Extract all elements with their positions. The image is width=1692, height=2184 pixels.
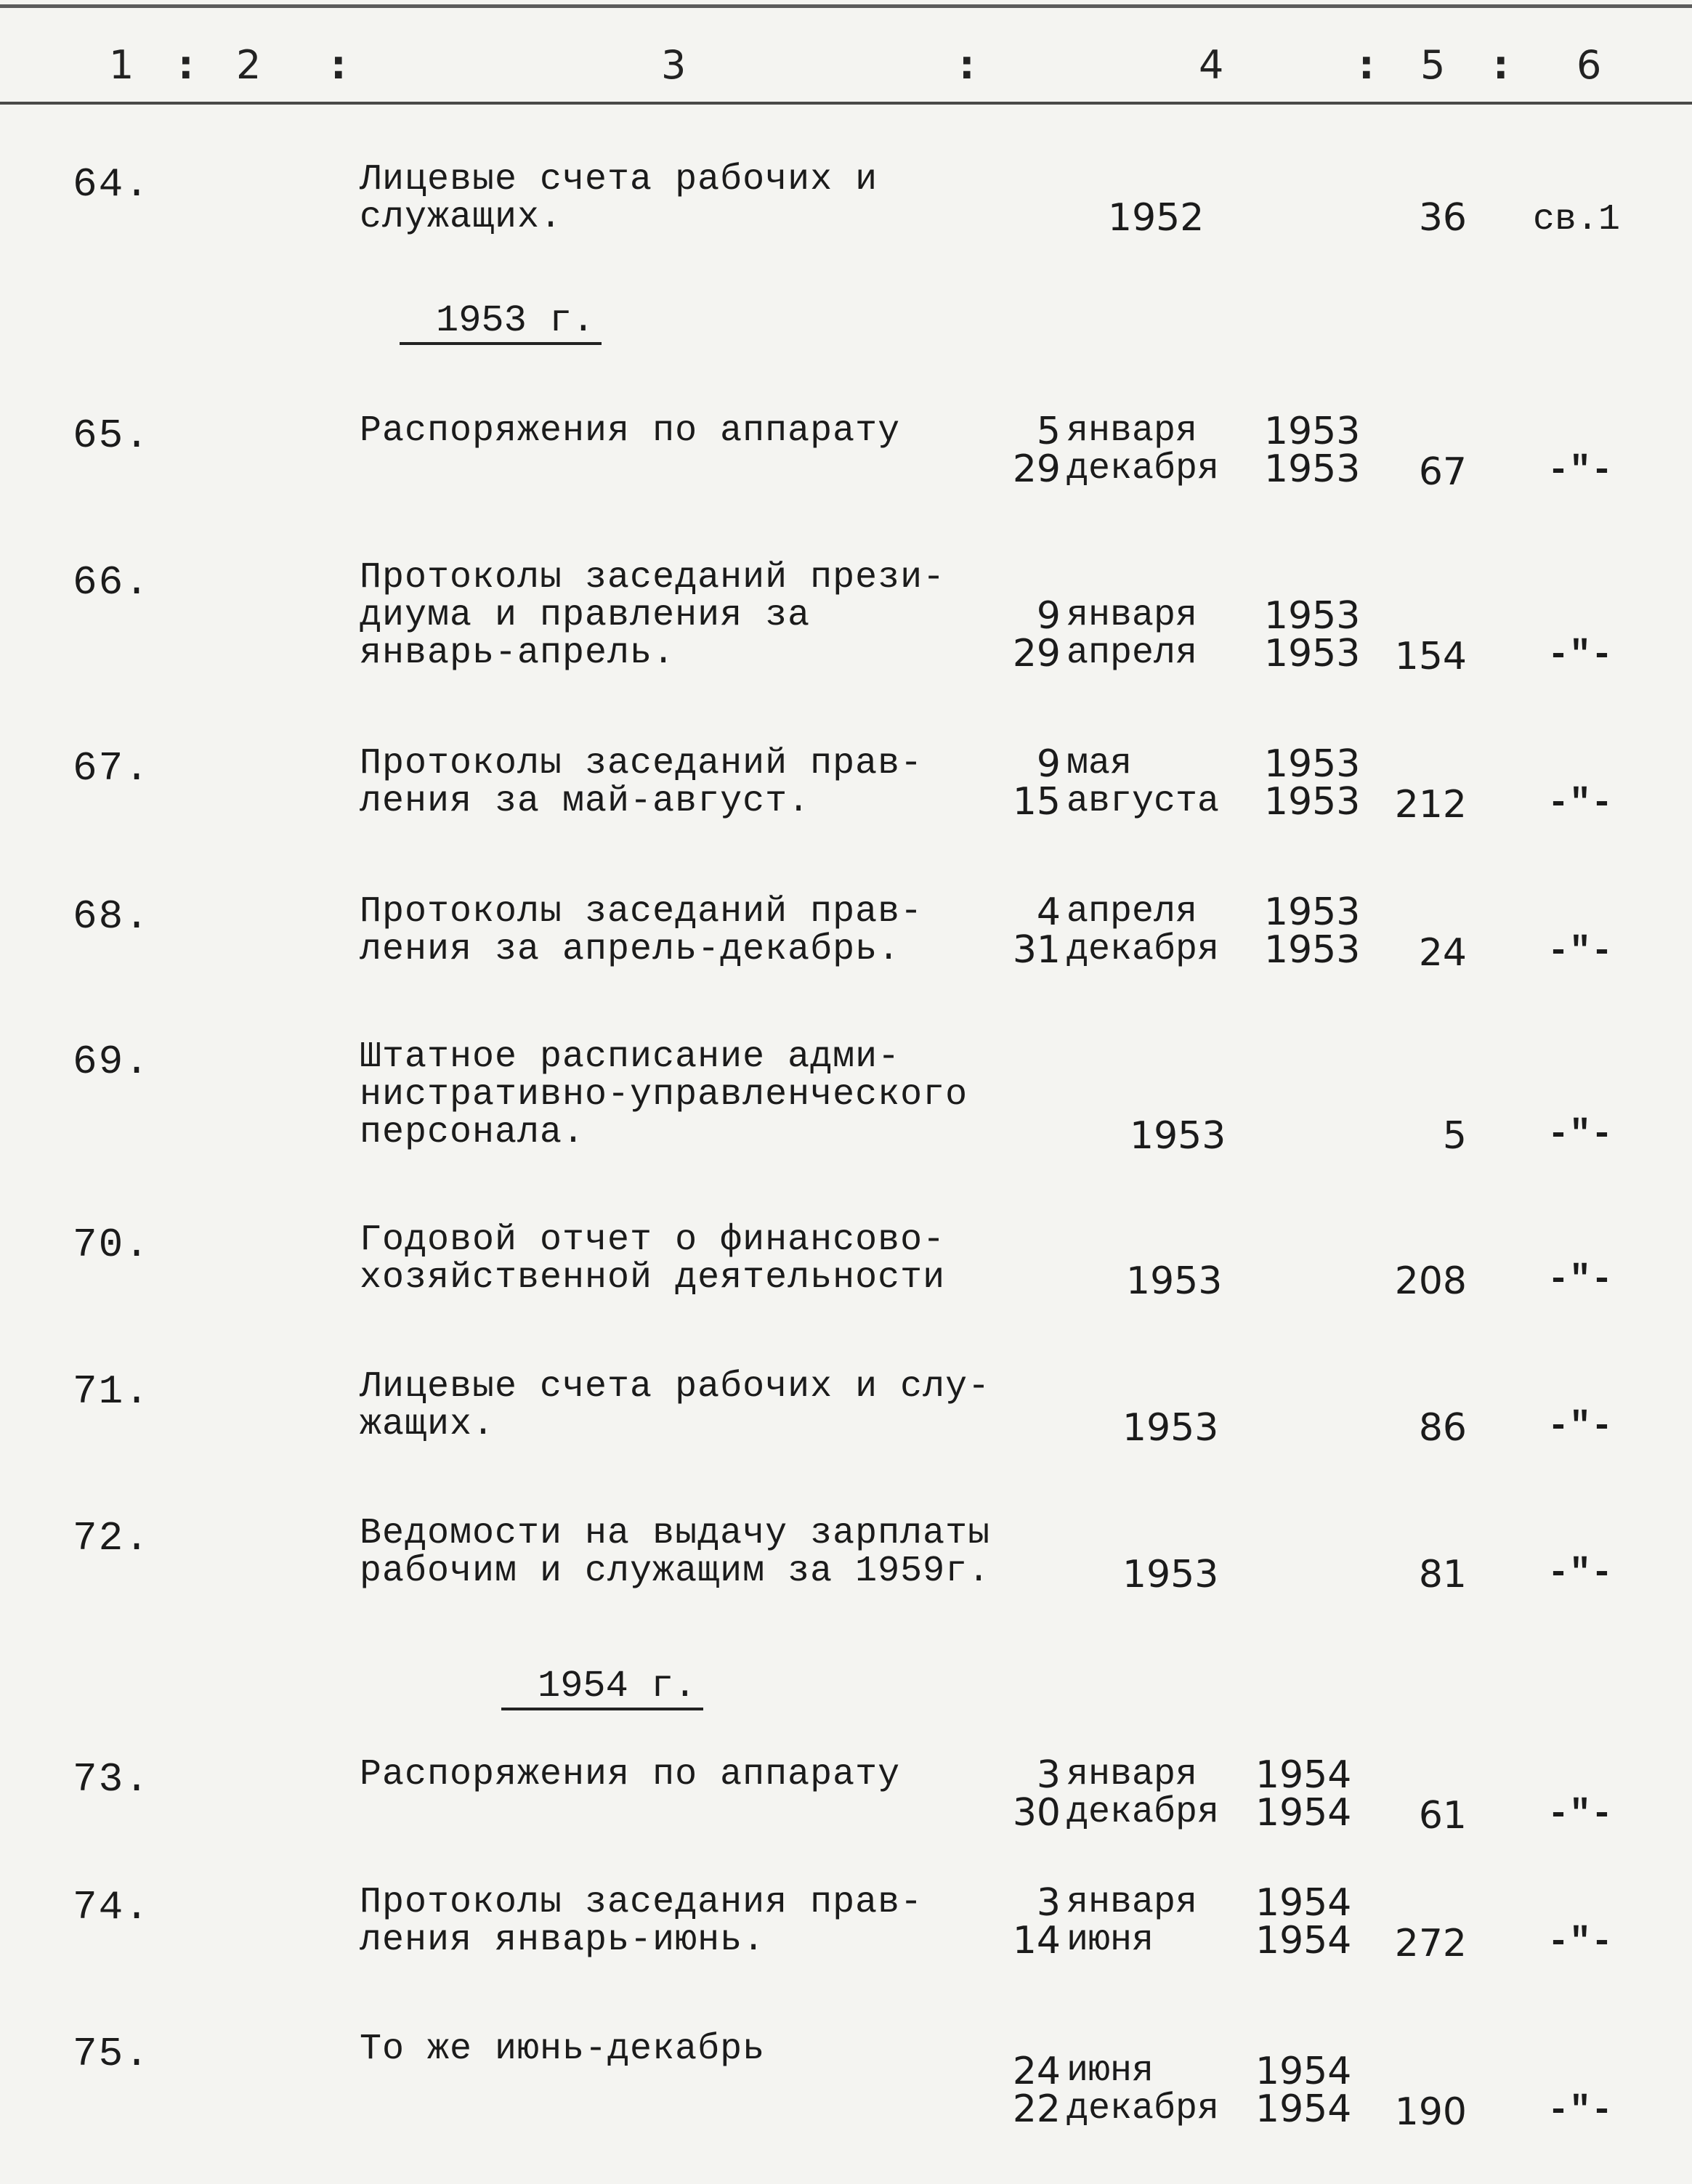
entry-storage-note: -"- bbox=[1547, 1259, 1614, 1301]
entry-number: 74. bbox=[73, 1884, 150, 1931]
col-separator: : bbox=[331, 42, 347, 88]
entry-number: 68. bbox=[73, 893, 150, 940]
entry-title: Ведомости на выдачу зарплаты рабочим и служащим за 1959г. bbox=[360, 1513, 991, 1592]
end-day: 22 bbox=[1012, 2087, 1061, 2131]
end-day: 29 bbox=[1012, 632, 1061, 675]
entry-sheet-count: 24 bbox=[1418, 931, 1467, 975]
col-1-label: 1 bbox=[109, 42, 134, 88]
entry-year: 1953 bbox=[1130, 1114, 1226, 1158]
end-month: августа bbox=[1066, 781, 1220, 822]
end-month: декабря bbox=[1066, 929, 1220, 970]
start-day: 4 bbox=[1036, 890, 1061, 934]
entry-number: 64. bbox=[73, 161, 150, 208]
col-separator: : bbox=[1493, 42, 1509, 88]
entry-number: 65. bbox=[73, 413, 150, 459]
entry-storage-note: -"- bbox=[1547, 1406, 1614, 1448]
end-year: 1953 bbox=[1264, 928, 1361, 972]
end-year: 1954 bbox=[1255, 2087, 1352, 2131]
end-year: 1953 bbox=[1264, 447, 1361, 491]
start-day: 24 bbox=[1012, 2050, 1061, 2093]
start-month: мая bbox=[1066, 743, 1133, 784]
entry-sheet-count: 212 bbox=[1394, 783, 1467, 827]
entry-number: 69. bbox=[73, 1039, 150, 1085]
end-year: 1953 bbox=[1264, 780, 1361, 824]
start-day: 3 bbox=[1036, 1753, 1061, 1797]
entry-title: Распоряжения по аппарату bbox=[360, 410, 901, 452]
section-year-1953: 1953 г. bbox=[400, 299, 602, 345]
col-separator: : bbox=[959, 42, 975, 88]
entry-sheet-count: 61 bbox=[1418, 1794, 1467, 1838]
start-month: января bbox=[1066, 595, 1198, 636]
start-day: 9 bbox=[1036, 594, 1061, 638]
start-month: апреля bbox=[1066, 891, 1198, 933]
start-day: 3 bbox=[1036, 1881, 1061, 1925]
col-2-label: 2 bbox=[236, 42, 262, 88]
start-month: января bbox=[1066, 1882, 1198, 1923]
entry-storage-note: -"- bbox=[1547, 450, 1614, 492]
start-year: 1954 bbox=[1255, 2050, 1352, 2093]
start-year: 1954 bbox=[1255, 1881, 1352, 1925]
entry-number: 72. bbox=[73, 1515, 150, 1562]
start-day: 9 bbox=[1036, 742, 1061, 786]
start-year: 1953 bbox=[1264, 742, 1361, 786]
entry-storage-note: св.1 bbox=[1533, 199, 1621, 240]
end-day: 29 bbox=[1012, 447, 1061, 491]
entry-title: Протоколы заседаний прав- ления за май-август. bbox=[360, 743, 923, 822]
start-month: июня bbox=[1066, 2050, 1154, 2092]
entry-sheet-count: 272 bbox=[1394, 1922, 1467, 1965]
end-day: 14 bbox=[1012, 1919, 1061, 1962]
entry-title: Лицевые счета рабочих и слу- жащих. bbox=[360, 1366, 991, 1445]
entry-number: 73. bbox=[73, 1756, 150, 1803]
entry-sheet-count: 81 bbox=[1418, 1553, 1467, 1596]
entry-title: Протоколы заседания прав- ления январь-июнь. bbox=[360, 1882, 923, 1961]
col-6-label: 6 bbox=[1576, 42, 1602, 88]
start-year: 1953 bbox=[1264, 594, 1361, 638]
entry-storage-note: -"- bbox=[1547, 1114, 1614, 1156]
entry-storage-note: -"- bbox=[1547, 783, 1614, 824]
start-year: 1953 bbox=[1264, 410, 1361, 453]
end-year: 1954 bbox=[1255, 1919, 1352, 1962]
entry-storage-note: -"- bbox=[1547, 2090, 1614, 2132]
entry-year: 1953 bbox=[1122, 1553, 1219, 1596]
end-year: 1953 bbox=[1264, 632, 1361, 675]
end-month: декабря bbox=[1066, 1792, 1220, 1833]
entry-sheet-count: 36 bbox=[1418, 196, 1467, 240]
entry-number: 71. bbox=[73, 1368, 150, 1415]
end-day: 31 bbox=[1012, 928, 1061, 972]
entry-title: Протоколы заседаний прав- ления за апрель-декабрь. bbox=[360, 891, 923, 970]
start-year: 1954 bbox=[1255, 1753, 1352, 1797]
col-4-label: 4 bbox=[1199, 42, 1224, 88]
entry-title: Протоколы заседаний прези- диума и правления за январь-апрель. bbox=[360, 557, 946, 674]
col-5-label: 5 bbox=[1420, 42, 1446, 88]
end-month: декабря bbox=[1066, 448, 1220, 490]
entry-year: 1953 bbox=[1126, 1259, 1223, 1303]
col-3-label: 3 bbox=[661, 42, 687, 88]
entry-year: 1953 bbox=[1122, 1406, 1219, 1450]
entry-number: 66. bbox=[73, 559, 150, 606]
end-year: 1954 bbox=[1255, 1791, 1352, 1835]
start-year: 1953 bbox=[1264, 890, 1361, 934]
entry-title: Лицевые счета рабочих и служащих. bbox=[360, 159, 878, 238]
col-separator: : bbox=[178, 42, 194, 88]
entry-storage-note: -"- bbox=[1547, 635, 1614, 676]
entry-storage-note: -"- bbox=[1547, 1922, 1614, 1963]
end-month: декабря bbox=[1066, 2088, 1220, 2130]
start-month: января bbox=[1066, 1754, 1198, 1795]
entry-sheet-count: 154 bbox=[1394, 635, 1467, 678]
end-day: 15 bbox=[1012, 780, 1061, 824]
entry-sheet-count: 208 bbox=[1394, 1259, 1467, 1303]
entry-title: Распоряжения по аппарату bbox=[360, 1754, 901, 1795]
entry-sheet-count: 67 bbox=[1418, 450, 1467, 494]
entry-number: 67. bbox=[73, 745, 150, 792]
end-month: апреля bbox=[1066, 633, 1198, 674]
entry-title: То же июнь-декабрь bbox=[360, 2029, 766, 2070]
entry-number: 70. bbox=[73, 1222, 150, 1268]
entry-year: 1952 bbox=[1108, 196, 1205, 240]
col-separator: : bbox=[1359, 42, 1375, 88]
entry-sheet-count: 86 bbox=[1418, 1406, 1467, 1450]
entry-storage-note: -"- bbox=[1547, 1553, 1614, 1594]
entry-number: 75. bbox=[73, 2031, 150, 2077]
start-month: января bbox=[1066, 410, 1198, 452]
start-day: 5 bbox=[1036, 410, 1061, 453]
entry-title: Штатное расписание адми- нистративно-управленческого персонала. bbox=[360, 1036, 968, 1153]
entry-sheet-count: 190 bbox=[1394, 2090, 1467, 2134]
top-rule bbox=[0, 4, 1692, 8]
entry-title: Годовой отчет о финансово- хозяйственной деятельности bbox=[360, 1219, 946, 1299]
entry-storage-note: -"- bbox=[1547, 931, 1614, 973]
end-month: июня bbox=[1066, 1920, 1154, 1961]
end-day: 30 bbox=[1012, 1791, 1061, 1835]
header-rule bbox=[0, 102, 1692, 105]
entry-storage-note: -"- bbox=[1547, 1794, 1614, 1835]
section-year-1954: 1954 г. bbox=[501, 1665, 703, 1710]
entry-sheet-count: 5 bbox=[1442, 1114, 1467, 1158]
